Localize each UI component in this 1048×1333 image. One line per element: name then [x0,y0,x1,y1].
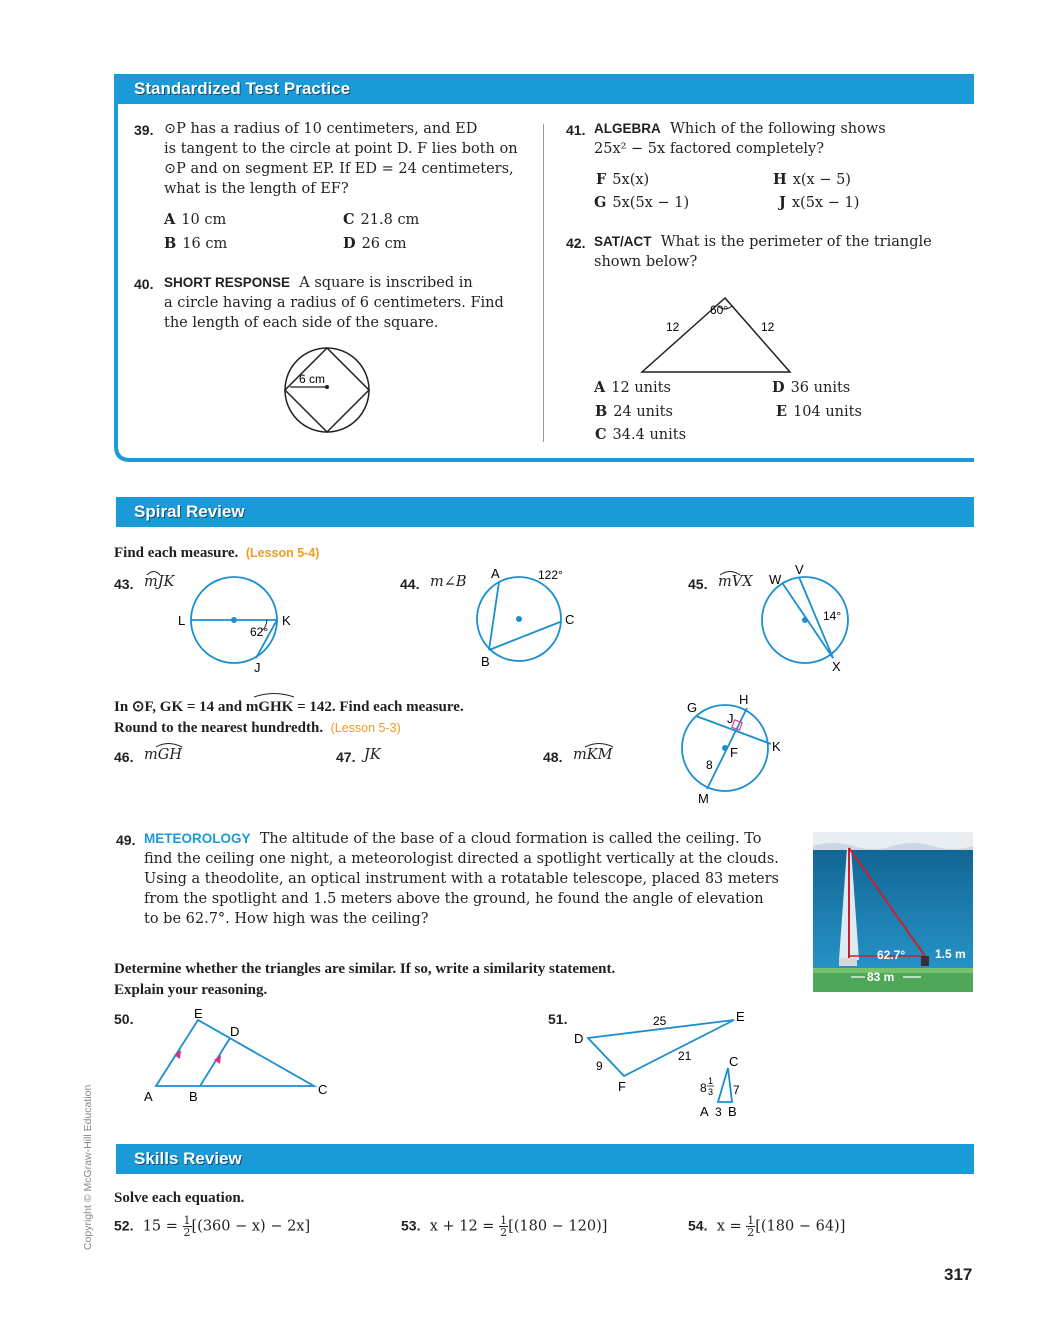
q54-number: 54. [688,1217,708,1234]
q40-keyword: SHORT RESPONSE [164,275,291,290]
q41-option-j[interactable]: J x(5x − 1) [779,194,860,211]
q43-label-j: J [254,660,261,675]
q51-mixed-num: 1 [708,1076,714,1086]
q48-text: mKM [573,747,613,763]
skills-banner [116,1144,974,1174]
q41-option-f[interactable]: F 5x(x) [596,171,650,188]
half-fraction: $\frac{1}{2}$ [500,1214,508,1239]
q42-keyword: SAT/ACT [594,234,652,249]
q44-figure [465,562,595,674]
q42-triangle [630,292,800,376]
q43-label-l: L [178,613,186,628]
q42-left-side-label: 12 [666,320,680,334]
q49-ceiling-figure [813,832,973,992]
q43-figure [170,572,300,676]
q45-angle-label: 14° [823,609,842,623]
q45-label-w: W [769,572,782,587]
q49-line: from the spotlight and 1.5 meters above the ground, he found the angle of elevation [144,891,764,907]
q41-keyword: ALGEBRA [594,121,661,136]
q54 [688,1215,845,1238]
q51-label-a: A [700,1104,709,1119]
fig-label-k: K [772,739,781,754]
q51-label-b: B [728,1104,737,1119]
q49-line: Using a theodolite, an optical instrument with a rotatable telescope, placed 83 meters [144,871,779,887]
fig-label-f: F [730,745,738,760]
half-fraction: $\frac{1}{2}$ [747,1214,755,1239]
q46-arc-mark [144,740,184,748]
q52-number: 52. [114,1217,134,1234]
fig-label-h: H [739,692,749,707]
q49-number: 49. [116,832,136,848]
q45-text: mVX [718,574,753,590]
q43-angle-label: 62° [250,625,269,639]
q49-line: find the ceiling one night, a meteorologist directed a spotlight vertically at the clouds. [144,851,779,867]
q51-figure [566,1004,766,1124]
q47-number: 47. [336,749,356,765]
q52-rhs: [(360 − x) − 2x] [191,1218,311,1235]
similar-triangles-instruction: Determine whether the triangles are similar. If so, write a similarity statement. Explain your reasoning. [114,961,616,998]
q51-label-d: D [574,1031,584,1046]
q48-arc-mark [573,740,617,748]
q51-mixed-den: 3 [708,1087,714,1097]
spiral-instruction: Find each measure. (Lesson 5-4) [114,545,320,561]
q42-option-a[interactable]: A 12 units [594,379,671,396]
q46-number: 46. [114,749,134,765]
q45-arc-mark [718,568,740,576]
q43-label-k: K [282,613,291,628]
q40-figure [280,343,375,438]
fig-label-8: 8 [706,758,713,772]
q42-right-side-label: 12 [761,320,775,334]
lesson-ref-5-4[interactable]: (Lesson 5-4) [245,546,320,560]
q43-text: mJK [144,574,175,590]
q41-text: ALGEBRA Which of the following shows 25x² − 5x factored completely? [594,119,964,159]
fig-label-j: J [727,711,734,726]
q44-label-a: A [491,566,500,581]
skills-banner-title: Skills Review [134,1149,242,1168]
q42-angle-label: 60° [710,303,729,317]
q51-side-3: 3 [715,1105,722,1119]
q52 [114,1215,310,1238]
q50-label-a: A [144,1089,153,1104]
half-fraction: $\frac{1}{2}$ [183,1214,191,1239]
q51-label-e: E [736,1009,745,1024]
q41-line: 25x² − 5x factored completely? [594,141,825,157]
q44-label-c: C [565,612,575,627]
skills-instruction: Solve each equation. [114,1190,245,1206]
copyright-text: Copyright © McGraw-Hill Education [82,1084,94,1250]
q39-option-a[interactable]: A 10 cm [164,211,227,228]
q48-number: 48. [543,749,563,765]
q53-lhs: x + 12 = [429,1218,500,1235]
q40-number: 40. [134,276,154,292]
q44-number: 44. [400,576,420,592]
q50-label-d: D [230,1024,240,1039]
q42-option-c[interactable]: C 34.4 units [595,426,687,443]
q51-side-9: 9 [596,1059,603,1073]
lesson-ref-5-3[interactable]: (Lesson 5-3) [330,721,401,735]
spiral-banner-title: Spiral Review [134,502,245,521]
q47-text: JK [364,747,381,763]
q42-option-b[interactable]: B 24 units [595,403,673,420]
q50-number: 50. [114,1011,134,1027]
q51-side-7: 7 [733,1083,740,1097]
q40-radius-label: 6 cm [299,372,326,386]
q50-label-b: B [189,1089,198,1104]
q45-figure [755,560,865,676]
q50-label-c: C [318,1082,328,1097]
spiral-banner [116,497,974,527]
q42-option-e[interactable]: E 104 units [776,403,862,420]
q45-label-v: V [795,562,804,577]
q39-text [164,119,534,199]
q51-side-21: 21 [678,1049,692,1063]
q42-number: 42. [566,235,586,251]
q51-number: 51. [548,1011,568,1027]
q40-text: SHORT RESPONSE A square is inscribed in a circle having a radius of 6 centimeters. Find the length of each side of the square. [164,273,534,333]
q49-height-label: 1.5 m [935,947,966,961]
q53-rhs: [(180 − 120)] [508,1218,608,1235]
std-banner [116,74,974,104]
circle-f-figure [675,686,795,810]
q50-label-e: E [194,1006,203,1021]
q51-mixed-whole: 8 [700,1081,707,1095]
q41-option-g[interactable]: G 5x(5x − 1) [594,194,690,211]
q54-lhs: x = [716,1218,747,1235]
q41-number: 41. [566,122,586,138]
column-divider [543,124,544,442]
q52-lhs: 15 = [142,1218,183,1235]
q39-line: ⊙P and on segment EP. If ED = 24 centimeters, [164,161,514,177]
circle-f-instruction: In ⊙F, GK = 14 and mGHK = 142. Find each measure. Round to the nearest hundredth. (Lesson 5-3) [114,699,464,736]
q41-option-h[interactable]: H x(x − 5) [773,171,851,188]
fig-label-g: G [687,700,698,715]
q49-distance-label: 83 m [867,970,895,984]
q53-number: 53. [401,1217,421,1234]
q49-keyword: METEOROLOGY [144,831,251,846]
q39-option-b[interactable]: B 16 cm [164,235,228,252]
page-number: 317 [944,1265,973,1284]
q44-arc-label: 122° [538,568,563,582]
q39-option-d[interactable]: D 26 cm [343,235,407,252]
q46-text: mGH [144,747,182,763]
q49-angle-label: 62.7° [877,948,906,962]
q50-figure [138,1004,338,1108]
q39-line: ⊙P has a radius of 10 centimeters, and ED [164,121,478,137]
q42-line: shown below? [594,254,698,270]
q45-number: 45. [688,576,708,592]
q39-line: is tangent to the circle at point D. F lies both on [164,141,518,157]
arc-mark-ghk [252,690,296,698]
q54-rhs: [(180 − 64)] [755,1218,846,1235]
q49-text: METEOROLOGY The altitude of the base of a cloud formation is called the ceiling. To find the ceiling one night, a meteorologist directed a spotlight vertically at the clouds. Using a theodolite, an optical instrument with a rotatable telescope, placed 83 meters from the spotlight and 1.5 meters above the ground, he found the angle of elevation to be 62.7°. How high was the ceiling? [144,829,794,929]
q53 [401,1215,607,1238]
q51-label-c: C [729,1054,739,1069]
q49-line: to be 62.7°. How high was the ceiling? [144,911,429,927]
q51-side-25: 25 [653,1014,667,1028]
q45-label-x: X [832,659,841,674]
std-banner-title: Standardized Test Practice [134,79,351,98]
q44-text: m∠B [430,574,467,590]
q39-line: what is the length of EF? [164,181,349,197]
q42-option-d[interactable]: D 36 units [772,379,851,396]
q39-number: 39. [134,122,154,138]
q40-line: the length of each side of the square. [164,315,439,331]
q40-line: a circle having a radius of 6 centimeters. Find [164,295,504,311]
q42-text: SAT/ACT What is the perimeter of the triangle shown below? [594,232,964,272]
q43-arc-mark [144,568,160,576]
fig-label-m: M [698,791,709,806]
q39-option-c[interactable]: C 21.8 cm [343,211,420,228]
q43-number: 43. [114,576,134,592]
q44-label-b: B [481,654,490,669]
q51-label-f: F [618,1079,626,1094]
